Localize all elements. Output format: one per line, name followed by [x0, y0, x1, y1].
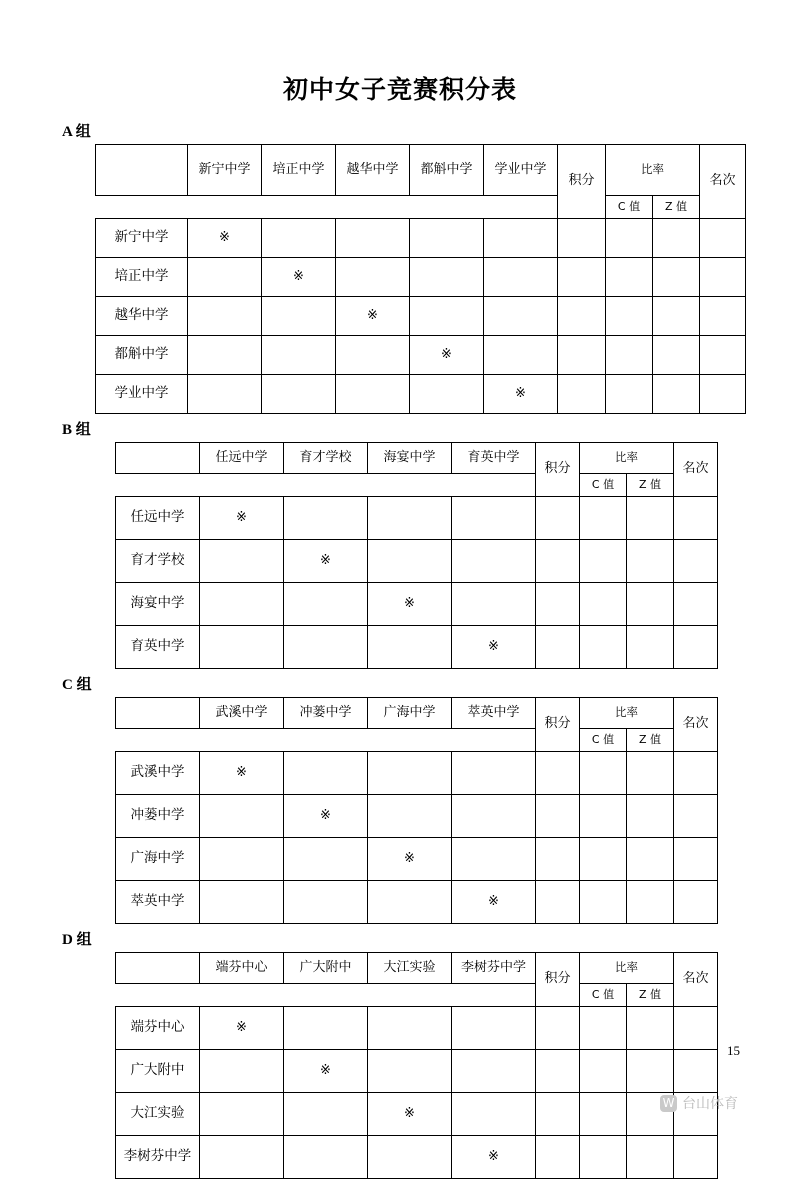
score-cell[interactable] — [284, 497, 368, 540]
score-cell[interactable] — [188, 375, 262, 414]
table-subheader-row — [96, 196, 746, 219]
table-header-row — [96, 145, 746, 196]
column-header-c-value: C 值 — [580, 474, 627, 497]
total-score-cell[interactable] — [536, 752, 580, 795]
rank-cell[interactable] — [674, 795, 718, 838]
rank-cell[interactable] — [674, 752, 718, 795]
z-value-cell[interactable] — [627, 881, 674, 924]
column-header-rate: 比率 — [580, 443, 674, 474]
score-cell[interactable] — [452, 795, 536, 838]
z-value-cell[interactable] — [653, 297, 700, 336]
total-score-cell[interactable] — [536, 1050, 580, 1093]
page-number: 15 — [727, 1043, 740, 1058]
diagonal-mark-cell: ※ — [284, 795, 368, 838]
table-row — [96, 219, 746, 258]
group-block-d — [60, 928, 740, 1179]
row-header-team: 新宁中学 — [96, 219, 188, 258]
header-corner-cell — [96, 145, 188, 196]
score-cell[interactable] — [410, 297, 484, 336]
z-value-cell[interactable] — [653, 375, 700, 414]
table-row — [96, 258, 746, 297]
row-header-team: 广大附中 — [116, 1050, 200, 1093]
row-header-team: 端芬中心 — [116, 1007, 200, 1050]
column-header-team: 武溪中学 — [200, 698, 284, 729]
score-cell[interactable] — [484, 336, 558, 375]
table-row — [96, 375, 746, 414]
score-cell[interactable] — [368, 1136, 452, 1179]
row-header-team: 广海中学 — [116, 838, 200, 881]
score-cell[interactable] — [200, 626, 284, 669]
table-row — [96, 336, 746, 375]
score-cell[interactable] — [368, 795, 452, 838]
column-header-rank: 名次 — [674, 698, 718, 752]
column-header-rank: 名次 — [674, 953, 718, 1007]
z-value-cell[interactable] — [627, 540, 674, 583]
table-header-row — [116, 698, 718, 729]
table-row — [116, 1136, 718, 1179]
score-cell[interactable] — [336, 336, 410, 375]
total-score-cell[interactable] — [558, 297, 606, 336]
column-header-team: 培正中学 — [262, 145, 336, 196]
subheader-spacer — [116, 729, 536, 752]
rank-cell[interactable] — [700, 258, 746, 297]
total-score-cell[interactable] — [536, 540, 580, 583]
score-cell[interactable] — [200, 881, 284, 924]
row-header-team: 学业中学 — [96, 375, 188, 414]
score-cell[interactable] — [452, 1050, 536, 1093]
score-cell[interactable] — [368, 752, 452, 795]
diagonal-mark-cell: ※ — [410, 336, 484, 375]
table-subheader-row — [116, 474, 718, 497]
score-cell[interactable] — [484, 258, 558, 297]
table-row — [116, 881, 718, 924]
column-header-rank: 名次 — [674, 443, 718, 497]
row-header-team: 越华中学 — [96, 297, 188, 336]
c-value-cell[interactable] — [606, 336, 653, 375]
column-header-rank: 名次 — [700, 145, 746, 219]
score-cell[interactable] — [262, 336, 336, 375]
rank-cell[interactable] — [674, 583, 718, 626]
column-header-team: 越华中学 — [336, 145, 410, 196]
score-cell[interactable] — [200, 838, 284, 881]
rank-cell[interactable] — [700, 336, 746, 375]
c-value-cell[interactable] — [580, 881, 627, 924]
z-value-cell[interactable] — [627, 1050, 674, 1093]
score-cell[interactable] — [188, 336, 262, 375]
total-score-cell[interactable] — [536, 1093, 580, 1136]
score-cell[interactable] — [484, 219, 558, 258]
c-value-cell[interactable] — [580, 1136, 627, 1179]
column-header-team: 李树芬中学 — [452, 953, 536, 984]
diagonal-mark-cell: ※ — [368, 583, 452, 626]
subheader-spacer — [116, 474, 536, 497]
score-cell[interactable] — [200, 1050, 284, 1093]
score-cell[interactable] — [368, 881, 452, 924]
table-header-row — [116, 443, 718, 474]
c-value-cell[interactable] — [580, 583, 627, 626]
score-table-b — [115, 442, 718, 669]
table-row — [116, 752, 718, 795]
score-cell[interactable] — [200, 583, 284, 626]
page-title: 初中女子竞赛积分表 — [282, 75, 517, 104]
total-score-cell[interactable] — [536, 626, 580, 669]
column-header-team: 大江实验 — [368, 953, 452, 984]
total-score-cell[interactable] — [536, 795, 580, 838]
column-header-team: 冲蒌中学 — [284, 698, 368, 729]
column-header-score: 积分 — [536, 443, 580, 497]
diagonal-mark-cell: ※ — [484, 375, 558, 414]
c-value-cell[interactable] — [606, 219, 653, 258]
score-cell[interactable] — [452, 583, 536, 626]
score-cell[interactable] — [188, 297, 262, 336]
total-score-cell[interactable] — [536, 881, 580, 924]
column-header-team: 都斛中学 — [410, 145, 484, 196]
score-cell[interactable] — [284, 1093, 368, 1136]
column-header-team: 萃英中学 — [452, 698, 536, 729]
row-header-team: 萃英中学 — [116, 881, 200, 924]
row-header-team: 任远中学 — [116, 497, 200, 540]
column-header-team: 育才学校 — [284, 443, 368, 474]
z-value-cell[interactable] — [627, 752, 674, 795]
rank-cell[interactable] — [674, 1007, 718, 1050]
score-cell[interactable] — [336, 375, 410, 414]
c-value-cell[interactable] — [606, 258, 653, 297]
diagonal-mark-cell: ※ — [262, 258, 336, 297]
total-score-cell[interactable] — [558, 336, 606, 375]
column-header-team: 海宴中学 — [368, 443, 452, 474]
column-header-rate: 比率 — [580, 953, 674, 984]
diagonal-mark-cell: ※ — [284, 1050, 368, 1093]
score-cell[interactable] — [484, 297, 558, 336]
header-corner-cell — [116, 953, 200, 984]
c-value-cell[interactable] — [580, 1093, 627, 1136]
score-cell[interactable] — [262, 297, 336, 336]
total-score-cell[interactable] — [536, 1136, 580, 1179]
subheader-spacer — [116, 984, 536, 1007]
row-header-team: 育英中学 — [116, 626, 200, 669]
column-header-c-value: C 值 — [580, 729, 627, 752]
subheader-spacer — [96, 196, 558, 219]
group-block-c — [60, 673, 740, 924]
diagonal-mark-cell: ※ — [368, 838, 452, 881]
column-header-rate: 比率 — [606, 145, 700, 196]
c-value-cell[interactable] — [580, 1050, 627, 1093]
diagonal-mark-cell: ※ — [200, 497, 284, 540]
total-score-cell[interactable] — [536, 583, 580, 626]
score-cell[interactable] — [284, 626, 368, 669]
score-cell[interactable] — [368, 626, 452, 669]
column-header-rate: 比率 — [580, 698, 674, 729]
diagonal-mark-cell: ※ — [200, 1007, 284, 1050]
score-cell[interactable] — [262, 219, 336, 258]
header-corner-cell — [116, 443, 200, 474]
column-header-score: 积分 — [558, 145, 606, 219]
total-score-cell[interactable] — [536, 497, 580, 540]
score-cell[interactable] — [410, 258, 484, 297]
c-value-cell[interactable] — [580, 540, 627, 583]
rank-cell[interactable] — [700, 297, 746, 336]
rank-cell[interactable] — [674, 838, 718, 881]
score-cell[interactable] — [284, 881, 368, 924]
c-value-cell[interactable] — [580, 838, 627, 881]
table-row — [96, 297, 746, 336]
row-header-team: 培正中学 — [96, 258, 188, 297]
c-value-cell[interactable] — [580, 497, 627, 540]
total-score-cell[interactable] — [558, 375, 606, 414]
diagonal-mark-cell: ※ — [452, 626, 536, 669]
score-cell[interactable] — [452, 540, 536, 583]
score-table-d — [115, 952, 718, 1179]
total-score-cell[interactable] — [536, 1007, 580, 1050]
row-header-team: 冲蒌中学 — [116, 795, 200, 838]
group-label-b: B 组 — [62, 422, 91, 438]
table-row — [116, 583, 718, 626]
rank-cell[interactable] — [700, 219, 746, 258]
column-header-team: 广大附中 — [284, 953, 368, 984]
column-header-z-value: Z 值 — [627, 984, 674, 1007]
table-row — [116, 795, 718, 838]
c-value-cell[interactable] — [606, 297, 653, 336]
score-cell[interactable] — [336, 258, 410, 297]
score-cell[interactable] — [284, 583, 368, 626]
diagonal-mark-cell: ※ — [368, 1093, 452, 1136]
column-header-team: 端芬中心 — [200, 953, 284, 984]
table-row — [116, 1007, 718, 1050]
table-row — [116, 497, 718, 540]
score-cell[interactable] — [452, 497, 536, 540]
score-table-c — [115, 697, 718, 924]
rank-cell[interactable] — [674, 626, 718, 669]
table-row — [116, 1093, 718, 1136]
rank-cell[interactable] — [674, 881, 718, 924]
c-value-cell[interactable] — [580, 752, 627, 795]
rank-cell[interactable] — [674, 1136, 718, 1179]
z-value-cell[interactable] — [653, 336, 700, 375]
column-header-z-value: Z 值 — [627, 729, 674, 752]
z-value-cell[interactable] — [627, 497, 674, 540]
table-row — [116, 1050, 718, 1093]
diagonal-mark-cell: ※ — [452, 1136, 536, 1179]
group-block-b — [60, 418, 740, 669]
z-value-cell[interactable] — [627, 795, 674, 838]
score-cell[interactable] — [262, 375, 336, 414]
diagonal-mark-cell: ※ — [188, 219, 262, 258]
header-corner-cell — [116, 698, 200, 729]
rank-cell[interactable] — [674, 540, 718, 583]
column-header-score: 积分 — [536, 698, 580, 752]
column-header-team: 育英中学 — [452, 443, 536, 474]
weibo-icon: W — [660, 1095, 677, 1112]
z-value-cell[interactable] — [627, 838, 674, 881]
score-cell[interactable] — [452, 752, 536, 795]
diagonal-mark-cell: ※ — [336, 297, 410, 336]
score-cell[interactable] — [452, 1007, 536, 1050]
score-cell[interactable] — [284, 838, 368, 881]
c-value-cell[interactable] — [580, 795, 627, 838]
score-cell[interactable] — [410, 375, 484, 414]
rank-cell[interactable] — [674, 1050, 718, 1093]
z-value-cell[interactable] — [653, 219, 700, 258]
score-cell[interactable] — [284, 1136, 368, 1179]
total-score-cell[interactable] — [558, 219, 606, 258]
table-subheader-row — [116, 729, 718, 752]
row-header-team: 大江实验 — [116, 1093, 200, 1136]
total-score-cell[interactable] — [536, 838, 580, 881]
c-value-cell[interactable] — [580, 1007, 627, 1050]
score-cell[interactable] — [200, 795, 284, 838]
c-value-cell[interactable] — [606, 375, 653, 414]
score-cell[interactable] — [452, 1093, 536, 1136]
score-cell[interactable] — [188, 258, 262, 297]
column-header-team: 任远中学 — [200, 443, 284, 474]
diagonal-mark-cell: ※ — [200, 752, 284, 795]
score-cell[interactable] — [368, 1007, 452, 1050]
diagonal-mark-cell: ※ — [452, 881, 536, 924]
score-cell[interactable] — [452, 838, 536, 881]
column-header-team: 学业中学 — [484, 145, 558, 196]
score-cell[interactable] — [284, 752, 368, 795]
score-cell[interactable] — [200, 540, 284, 583]
z-value-cell[interactable] — [627, 1136, 674, 1179]
table-row — [116, 626, 718, 669]
score-cell[interactable] — [200, 1136, 284, 1179]
column-header-score: 积分 — [536, 953, 580, 1007]
row-header-team: 海宴中学 — [116, 583, 200, 626]
column-header-team: 广海中学 — [368, 698, 452, 729]
column-header-z-value: Z 值 — [627, 474, 674, 497]
group-block-a — [60, 120, 740, 414]
diagonal-mark-cell: ※ — [284, 540, 368, 583]
c-value-cell[interactable] — [580, 626, 627, 669]
row-header-team: 都斛中学 — [96, 336, 188, 375]
column-header-c-value: C 值 — [580, 984, 627, 1007]
score-cell[interactable] — [200, 1093, 284, 1136]
column-header-team: 新宁中学 — [188, 145, 262, 196]
z-value-cell[interactable] — [653, 258, 700, 297]
score-cell[interactable] — [368, 540, 452, 583]
table-subheader-row — [116, 984, 718, 1007]
row-header-team: 李树芬中学 — [116, 1136, 200, 1179]
rank-cell[interactable] — [700, 375, 746, 414]
table-header-row — [116, 953, 718, 984]
z-value-cell[interactable] — [627, 1007, 674, 1050]
column-header-c-value: C 值 — [606, 196, 653, 219]
row-header-team: 武溪中学 — [116, 752, 200, 795]
score-cell[interactable] — [368, 497, 452, 540]
total-score-cell[interactable] — [558, 258, 606, 297]
score-cell[interactable] — [336, 219, 410, 258]
table-row — [116, 540, 718, 583]
score-cell[interactable] — [410, 219, 484, 258]
z-value-cell[interactable] — [627, 583, 674, 626]
rank-cell[interactable] — [674, 497, 718, 540]
group-label-c: C 组 — [62, 677, 92, 693]
score-table-a — [95, 144, 746, 414]
score-cell[interactable] — [368, 1050, 452, 1093]
watermark-text: 台山体育 — [682, 1096, 738, 1112]
column-header-z-value: Z 值 — [653, 196, 700, 219]
group-label-d: D 组 — [62, 932, 92, 948]
z-value-cell[interactable] — [627, 626, 674, 669]
score-cell[interactable] — [284, 1007, 368, 1050]
table-row — [116, 838, 718, 881]
group-label-a: A 组 — [62, 124, 91, 140]
row-header-team: 育才学校 — [116, 540, 200, 583]
watermark — [660, 1093, 738, 1113]
